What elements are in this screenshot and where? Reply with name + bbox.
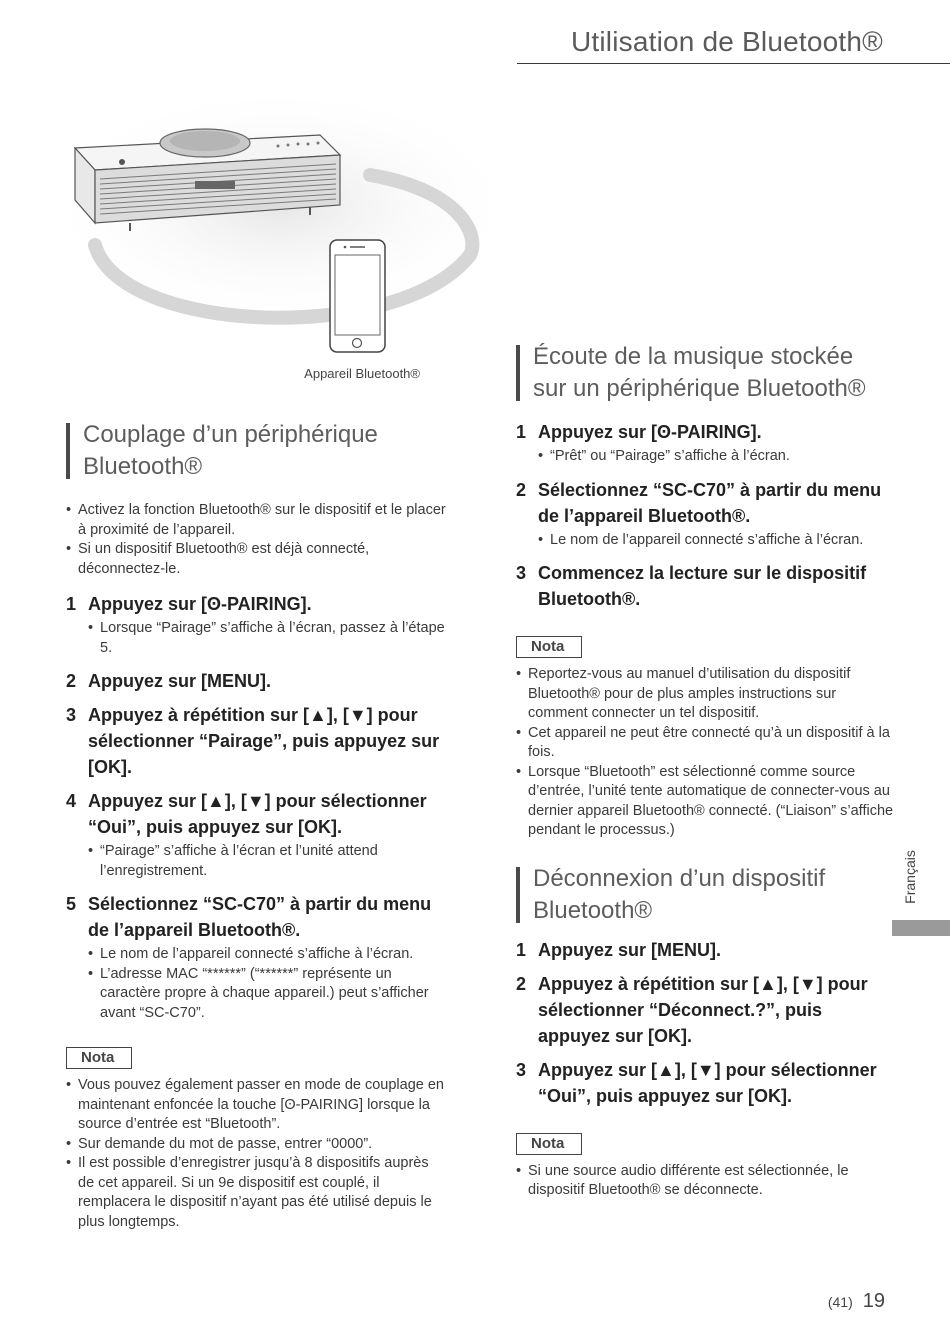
list-item: • Lorsque “Pairage” s’affiche à l’écran, passez à l’étape 5. (88, 619, 446, 658)
section-marker (892, 920, 950, 936)
step-text: Sélectionnez “SC-C70” à partir du menu de l’appareil Bluetooth®. (538, 479, 882, 526)
step-number: 2 (66, 671, 77, 691)
section-heading (516, 341, 896, 405)
device-caption: Appareil Bluetooth® (304, 366, 420, 381)
step-number: 5 (66, 894, 77, 914)
list-item: • Vous pouvez également passer en mode de couplage en maintenant enfoncée la touche [ʘ-PAIRING] lorsque la source d’entrée est “Bluetooth”. (66, 1076, 446, 1135)
step-number: 1 (516, 939, 527, 960)
heading-line: Écoute de la musique stockée (533, 343, 854, 370)
nota-label: Nota (516, 1133, 582, 1155)
step-text: Appuyez sur [ʘ-PAIRING]. (538, 422, 762, 442)
step-number: 1 (66, 594, 77, 614)
intro-list (66, 501, 446, 579)
step-notes (88, 619, 446, 658)
listening-section (516, 341, 896, 1201)
step-text: Sélectionnez “SC-C70” à partir du menu de l’appareil Bluetooth®. (88, 894, 432, 940)
step-text: Appuyez à répétition sur [▲], [▼] pour sélectionner “Déconnect.?”, puis appuyez sur [OK]. (538, 973, 868, 1046)
list-item: • “Prêt” ou “Pairage” s’affiche à l’écran. (538, 447, 896, 467)
step-number: 2 (516, 479, 527, 500)
nota-label: Nota (516, 636, 582, 658)
step-text: Appuyez à répétition sur [▲], [▼] pour sélectionner “Pairage”, puis appuyez sur [OK]. (88, 705, 440, 777)
step-text: Appuyez sur [▲], [▼] pour sélectionner “Oui”, puis appuyez sur [OK]. (88, 791, 427, 837)
step (66, 591, 446, 660)
heading-line: Couplage d’un périphérique (83, 421, 378, 448)
heading-line: Bluetooth® (533, 896, 653, 924)
step-notes (88, 945, 446, 1023)
step-notes (538, 447, 896, 467)
step-number: 4 (66, 791, 77, 811)
step-text: Appuyez sur [▲], [▼] pour sélectionner “Oui”, puis appuyez sur [OK]. (538, 1059, 877, 1106)
step (66, 668, 446, 694)
step-text: Appuyez sur [MENU]. (538, 939, 722, 960)
step (516, 560, 896, 612)
step-number: 1 (516, 422, 527, 442)
smartphone-icon (330, 240, 385, 352)
step-text: Appuyez sur [ʘ-PAIRING]. (88, 594, 312, 614)
title-rule (517, 63, 950, 64)
list-item: • L’adresse MAC “******” (“******” représente un caractère propre à chaque appareil.) peut s’afficher avant “SC-C70”. (88, 965, 446, 1024)
disconnect-heading (516, 863, 896, 927)
nota-list (516, 665, 896, 841)
nota-label: Nota (66, 1047, 132, 1069)
language-label: Français (902, 850, 918, 904)
step (516, 477, 896, 553)
step (516, 1057, 896, 1109)
step-number: 3 (66, 705, 77, 725)
language-tab (895, 842, 925, 912)
step-notes (538, 531, 896, 551)
list-item: • Sur demande du mot de passe, entrer “0000”. (66, 1135, 446, 1155)
step-text: Appuyez sur [MENU]. (88, 671, 272, 691)
page-title: Utilisation de Bluetooth® (570, 26, 883, 57)
step (66, 702, 446, 780)
speaker-phone-illustration (40, 95, 520, 355)
step-number: 3 (516, 563, 527, 583)
step (66, 891, 446, 1025)
pairing-section (66, 419, 446, 1232)
section-heading (66, 419, 446, 483)
list-item: • “Pairage” s’affiche à l’écran et l’unité attend l’enregistrement. (88, 842, 446, 881)
page-ref: (41) (827, 1294, 853, 1310)
step (516, 971, 896, 1049)
heading-line: Déconnexion d’un dispositif (533, 864, 826, 892)
page-number-value: 19 (862, 1290, 885, 1312)
step-text: Commencez la lecture sur le dispositif Bluetooth®. (538, 563, 867, 609)
nota-list (516, 1162, 896, 1201)
list-item: • Cet appareil ne peut être connecté qu’à un dispositif à la fois. (516, 724, 896, 763)
list-item: • Si une source audio différente est sélectionnée, le dispositif Bluetooth® se déconnecte. (516, 1162, 896, 1201)
step-number: 2 (516, 973, 527, 994)
step (516, 937, 896, 963)
list-item: • Reportez-vous au manuel d’utilisation du dispositif Bluetooth® pour de plus amples instructions sur comment connecter un tel dispositif. (516, 665, 896, 724)
list-item: • Activez la fonction Bluetooth® sur le dispositif et le placer à proximité de l’appareil. (66, 501, 446, 540)
step-notes (88, 842, 446, 881)
heading-line: Bluetooth® (83, 453, 203, 480)
step (66, 788, 446, 883)
list-item: • Le nom de l’appareil connecté s’affiche à l’écran. (88, 945, 446, 965)
list-item: • Lorsque “Bluetooth” est sélectionné comme source d’entrée, l’unité tente automatique de connecter-vous au dernier appareil Bluetooth® connecté. (“Liaison” s’affiche pendant le processus.) (516, 763, 896, 841)
heading-line: sur un périphérique Bluetooth® (533, 375, 866, 402)
list-item: • Si un dispositif Bluetooth® est déjà connecté, déconnectez-le. (66, 540, 446, 579)
list-item: • Il est possible d’enregistrer jusqu’à 8 dispositifs auprès de cet appareil. Si un 9e dispositif est couplé, il remplacera le dispositif n’ayant pas été utilisé depuis le plus longtemps. (66, 1154, 446, 1232)
step-number: 3 (516, 1059, 527, 1080)
page-number (790, 1290, 885, 1313)
nota-list (66, 1076, 446, 1232)
step (516, 419, 896, 469)
list-item: • Le nom de l’appareil connecté s’affiche à l’écran. (538, 531, 896, 551)
